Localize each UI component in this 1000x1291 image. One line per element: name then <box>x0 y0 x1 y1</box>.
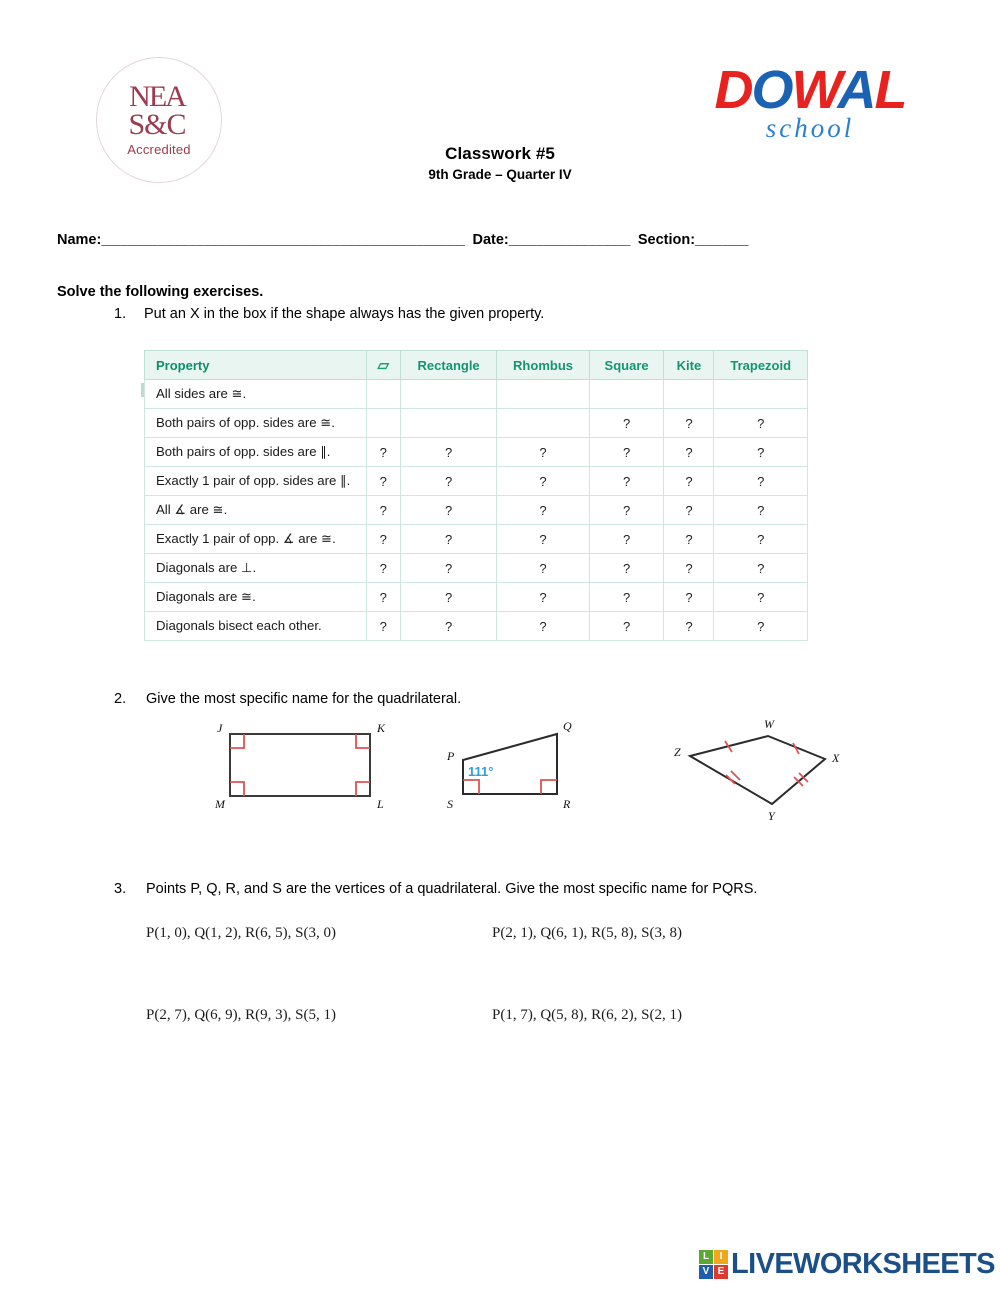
cell-square[interactable]: ? <box>589 554 664 583</box>
quadrilateral-property-table <box>144 350 808 641</box>
property-table-body <box>145 380 808 641</box>
cell-parallelogram[interactable] <box>366 409 400 438</box>
column-header-rectangle: Rectangle <box>400 351 496 380</box>
neasc-logo-caption: Accredited <box>127 142 191 158</box>
page-header <box>0 0 1000 210</box>
section-label: Section: <box>637 232 696 248</box>
property-label: Diagonals bisect each other. <box>145 612 367 641</box>
question-2 <box>114 691 461 707</box>
badge-letter-v: V <box>699 1265 713 1279</box>
property-label: All sides are ≅. <box>145 380 367 409</box>
liveworksheets-brand-text: LIVEWORKSHEETS <box>731 1248 995 1280</box>
property-label: Diagonals are ≅. <box>145 583 367 612</box>
cell-rectangle[interactable] <box>400 380 496 409</box>
cell-square[interactable]: ? <box>589 612 664 641</box>
name-blank[interactable]: ________________________________________________ <box>101 232 465 248</box>
coordinate-set-2: P(2, 1), Q(6, 1), R(5, 8), S(3, 8) <box>492 925 682 941</box>
cell-parallelogram[interactable]: ? <box>366 467 400 496</box>
cell-kite[interactable]: ? <box>664 438 714 467</box>
table-row <box>145 409 808 438</box>
figure-rect-label-l: L <box>377 797 384 811</box>
cell-kite[interactable]: ? <box>664 409 714 438</box>
table-header-row <box>145 351 808 380</box>
dowal-letter-o: O <box>751 60 792 120</box>
cell-trapezoid[interactable]: ? <box>714 554 808 583</box>
cell-rectangle[interactable] <box>400 409 496 438</box>
question-1-text: Put an X in the box if the shape always has the given property. <box>144 306 545 322</box>
cell-rhombus[interactable]: ? <box>497 583 589 612</box>
dowal-letter-a: A <box>837 60 875 120</box>
cell-rectangle[interactable]: ? <box>400 554 496 583</box>
column-header-rhombus: Rhombus <box>497 351 589 380</box>
table-row <box>145 438 808 467</box>
dowal-wordmark <box>702 62 918 118</box>
cell-rhombus[interactable]: ? <box>497 438 589 467</box>
neasc-logo-line1: NEA <box>129 79 185 113</box>
figure-trap-label-s: S <box>447 797 453 811</box>
cell-parallelogram[interactable]: ? <box>366 525 400 554</box>
table-row <box>145 496 808 525</box>
property-label: Exactly 1 pair of opp. ∡ are ≅. <box>145 525 367 554</box>
cell-parallelogram[interactable] <box>366 380 400 409</box>
cell-parallelogram[interactable]: ? <box>366 612 400 641</box>
cell-parallelogram[interactable]: ? <box>366 496 400 525</box>
column-header-kite: Kite <box>664 351 714 380</box>
table-row <box>145 467 808 496</box>
badge-letter-i: I <box>714 1250 728 1264</box>
cell-kite[interactable]: ? <box>664 467 714 496</box>
figure-kite-label-z: Z <box>674 745 681 759</box>
property-label: Diagonals are ⊥. <box>145 554 367 583</box>
cell-square[interactable]: ? <box>589 496 664 525</box>
question-1 <box>114 306 544 322</box>
dowal-letter-d: D <box>714 60 752 120</box>
instructions-heading: Solve the following exercises. <box>57 284 264 300</box>
cell-trapezoid[interactable]: ? <box>714 583 808 612</box>
column-header-trapezoid: Trapezoid <box>714 351 808 380</box>
section-blank[interactable]: _______ <box>695 232 748 248</box>
table-row <box>145 554 808 583</box>
question-3-number: 3. <box>114 881 127 897</box>
cell-parallelogram[interactable]: ? <box>366 554 400 583</box>
cell-parallelogram[interactable]: ? <box>366 438 400 467</box>
cell-rhombus[interactable]: ? <box>497 612 589 641</box>
figure-trap-label-p: P <box>447 749 455 763</box>
cell-square[interactable]: ? <box>589 438 664 467</box>
coordinate-set-4: P(1, 7), Q(5, 8), R(6, 2), S(2, 1) <box>492 1007 682 1023</box>
cell-square[interactable]: ? <box>589 409 664 438</box>
question-1-number: 1. <box>114 306 127 322</box>
cell-trapezoid[interactable]: ? <box>714 525 808 554</box>
question-2-number: 2. <box>114 691 127 707</box>
cell-trapezoid[interactable]: ? <box>714 438 808 467</box>
page-title: Classwork #5 <box>445 144 555 163</box>
cell-kite[interactable]: ? <box>664 583 714 612</box>
document-title-block <box>0 143 1000 184</box>
cell-rhombus[interactable] <box>497 409 589 438</box>
question-2-figures <box>0 712 1000 842</box>
cell-rectangle[interactable]: ? <box>400 583 496 612</box>
badge-letter-e: E <box>714 1265 728 1279</box>
figure-trap-label-q: Q <box>563 719 572 733</box>
coordinate-set-3: P(2, 7), Q(6, 9), R(9, 3), S(5, 1) <box>146 1007 336 1023</box>
question-3 <box>114 881 757 897</box>
student-info-row <box>57 232 947 248</box>
table-row <box>145 583 808 612</box>
date-blank[interactable]: ________________ <box>508 232 630 248</box>
question-3-text: Points P, Q, R, and S are the vertices of a quadrilateral. Give the most specific name for PQRS. <box>146 881 758 897</box>
cell-rhombus[interactable] <box>497 380 589 409</box>
cell-parallelogram[interactable]: ? <box>366 583 400 612</box>
dowal-script-school: school <box>765 113 855 143</box>
liveworksheets-logo <box>699 1248 995 1280</box>
cell-trapezoid[interactable]: ? <box>714 409 808 438</box>
figure-rect-label-k: K <box>377 721 386 735</box>
column-header-property: Property <box>145 351 367 380</box>
column-header-parallelogram-icon: ▱ <box>366 351 400 380</box>
table-row <box>145 612 808 641</box>
property-table-header <box>145 351 808 380</box>
figure-trapezoid-pqrs <box>435 712 585 822</box>
dowal-letter-w: W <box>791 60 838 120</box>
cell-rhombus[interactable]: ? <box>497 467 589 496</box>
column-header-square: Square <box>589 351 664 380</box>
cell-rectangle[interactable]: ? <box>400 525 496 554</box>
dowal-letter-l: L <box>874 60 906 120</box>
property-label: Both pairs of opp. sides are ≅. <box>145 409 367 438</box>
cell-rectangle[interactable]: ? <box>400 496 496 525</box>
cell-kite[interactable]: ? <box>664 554 714 583</box>
cell-trapezoid[interactable]: ? <box>714 496 808 525</box>
date-label: Date: <box>472 232 509 248</box>
figure-rect-label-m: M <box>215 797 225 811</box>
cell-rectangle[interactable]: ? <box>400 467 496 496</box>
name-label: Name: <box>57 232 102 248</box>
cell-rectangle[interactable]: ? <box>400 612 496 641</box>
cell-kite[interactable]: ? <box>664 612 714 641</box>
liveworksheets-badge <box>699 1250 728 1279</box>
cell-square[interactable]: ? <box>589 525 664 554</box>
neasc-logo-line2: S&C <box>128 107 186 141</box>
figure-kite-label-x: X <box>832 751 840 765</box>
cell-square[interactable] <box>589 380 664 409</box>
figure-trap-angle-label: 111° <box>468 764 494 779</box>
cell-rectangle[interactable]: ? <box>400 438 496 467</box>
figure-rectangle-jklm <box>205 712 395 822</box>
table-row <box>145 525 808 554</box>
cell-rhombus[interactable]: ? <box>497 525 589 554</box>
cell-rhombus[interactable]: ? <box>497 496 589 525</box>
cell-kite[interactable] <box>664 380 714 409</box>
cell-kite[interactable]: ? <box>664 525 714 554</box>
figure-kite-label-w: W <box>764 717 774 731</box>
figure-kite-label-y: Y <box>768 809 775 823</box>
badge-letter-l: L <box>699 1250 713 1264</box>
cell-trapezoid[interactable] <box>714 380 808 409</box>
figure-rect-label-j: J <box>217 721 223 735</box>
cell-trapezoid[interactable]: ? <box>714 467 808 496</box>
coordinate-set-1: P(1, 0), Q(1, 2), R(6, 5), S(3, 0) <box>146 925 336 941</box>
cell-rhombus[interactable]: ? <box>497 554 589 583</box>
cell-trapezoid[interactable]: ? <box>714 612 808 641</box>
property-label: Both pairs of opp. sides are ∥. <box>145 438 367 467</box>
figure-kite-wxyz <box>660 704 860 834</box>
property-label: All ∡ are ≅. <box>145 496 367 525</box>
figure-trap-label-r: R <box>563 797 571 811</box>
property-label: Exactly 1 pair of opp. sides are ∥. <box>145 467 367 496</box>
page-subtitle: 9th Grade – Quarter IV <box>428 167 572 182</box>
table-row <box>145 380 808 409</box>
cell-square[interactable]: ? <box>589 467 664 496</box>
cell-square[interactable]: ? <box>589 583 664 612</box>
cell-kite[interactable]: ? <box>664 496 714 525</box>
question-2-text: Give the most specific name for the quadrilateral. <box>146 691 462 707</box>
